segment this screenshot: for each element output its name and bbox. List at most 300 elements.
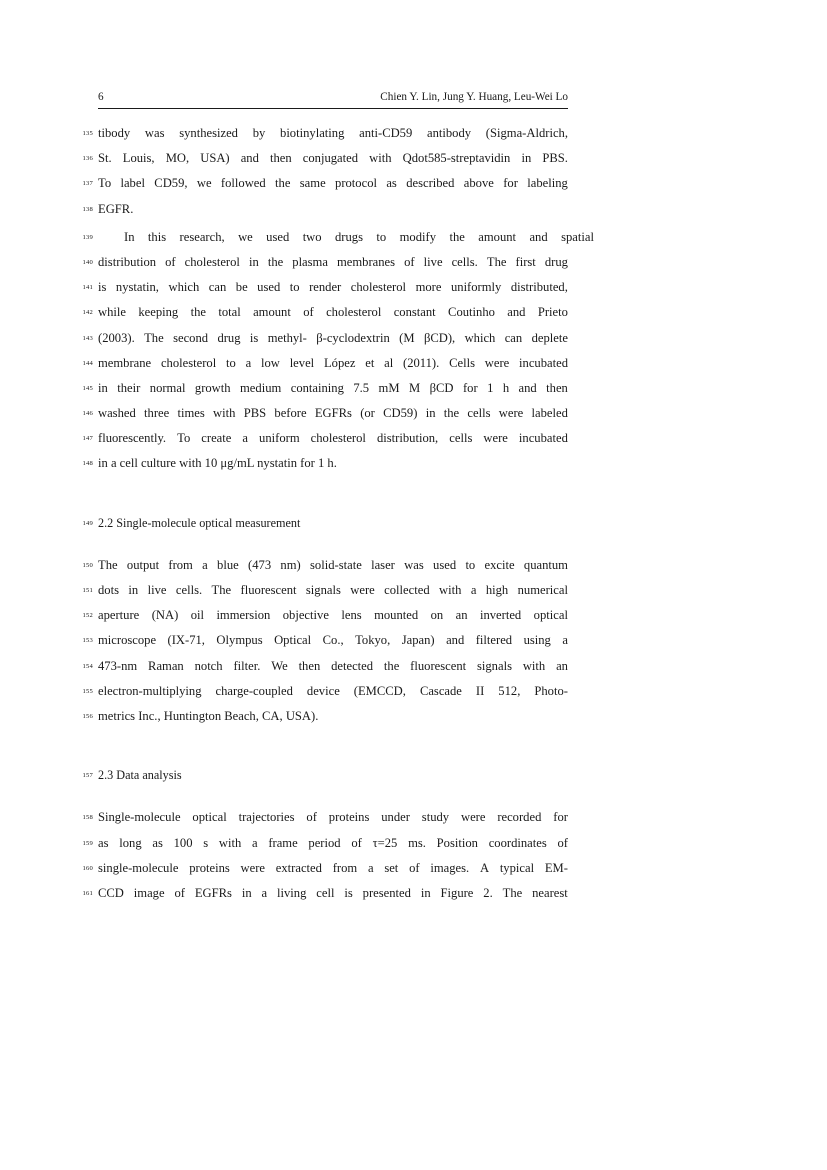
word: then <box>298 658 321 673</box>
word: amount <box>478 229 517 244</box>
word: with <box>213 406 236 421</box>
word: the <box>383 658 400 673</box>
word: Tokyo, <box>355 633 391 648</box>
word: living <box>277 885 307 900</box>
word: EGFRs <box>314 406 352 421</box>
word: biotinylating <box>280 126 345 140</box>
word: protocol <box>335 176 377 191</box>
word: of <box>174 885 185 900</box>
word: cholesterol <box>310 431 366 446</box>
word: a <box>470 583 477 597</box>
word: To <box>98 176 112 191</box>
word: detected <box>331 658 374 673</box>
word: of <box>404 254 415 269</box>
word: more <box>415 280 442 295</box>
word: amount <box>253 305 291 320</box>
line-number: 136 <box>82 155 93 163</box>
word: a <box>562 633 568 648</box>
word: an <box>455 608 468 623</box>
line-text <box>98 628 568 653</box>
word: (or <box>360 406 375 421</box>
line-text <box>98 654 568 679</box>
word: frame <box>268 835 298 850</box>
word: first <box>515 254 536 269</box>
paragraph-gap <box>0 788 827 805</box>
word: Optical <box>274 633 312 648</box>
running-head-authors: Chien Y. Lin, Jung Y. Huang, Leu-Wei Lo <box>380 91 568 103</box>
word: distribution, <box>376 431 439 446</box>
word: MO, <box>165 151 190 166</box>
word: render <box>309 280 342 295</box>
word: To <box>177 431 191 446</box>
word: dots <box>98 583 119 597</box>
line-number: 159 <box>82 839 93 847</box>
line-number: 161 <box>82 889 93 897</box>
word: laser <box>371 557 395 572</box>
line-number: 138 <box>82 205 93 213</box>
word: Qdot585-streptavidin <box>402 151 511 166</box>
line-text <box>98 881 568 906</box>
word: constant <box>393 305 436 320</box>
word: Single-molecule <box>98 810 181 825</box>
word: fluorescently. <box>98 431 167 446</box>
line-number: 153 <box>82 637 93 645</box>
word: while <box>98 305 126 320</box>
word: notch <box>194 658 223 673</box>
word: an <box>556 658 568 673</box>
line-text <box>98 121 568 146</box>
word: recorded <box>497 810 542 825</box>
word: et <box>365 355 375 370</box>
word: ms. <box>408 835 426 850</box>
word: their <box>117 380 141 395</box>
word: (NA) <box>151 608 179 623</box>
word: (2011). <box>403 355 440 370</box>
line-text: in a cell culture with 10 μg/mL nystatin for 1 h. <box>98 456 337 471</box>
word: drug <box>544 254 568 269</box>
word: study <box>421 810 450 825</box>
word: for <box>462 380 478 395</box>
word: with <box>369 151 392 166</box>
word: can <box>208 280 227 295</box>
word: distribution <box>98 254 157 269</box>
text-line <box>0 451 827 476</box>
text-column <box>0 121 827 906</box>
word: level <box>289 355 315 370</box>
word: cells <box>449 431 473 446</box>
word: cholesterol <box>350 280 407 295</box>
word: and <box>240 151 259 166</box>
word: in <box>128 583 139 597</box>
word: of <box>557 835 568 850</box>
word: CD59) <box>383 406 418 421</box>
word: the <box>443 406 460 421</box>
word: washed <box>98 406 136 421</box>
word: is <box>249 330 259 345</box>
word: In <box>124 229 135 244</box>
word: a <box>202 557 208 572</box>
word: The <box>98 557 118 572</box>
word: trajectories <box>238 810 295 825</box>
word: cells <box>467 406 491 421</box>
word: is <box>344 885 353 900</box>
text-line <box>0 146 827 171</box>
word: set <box>384 860 399 875</box>
word: methyl- <box>267 330 307 345</box>
paragraph-gap <box>0 729 827 763</box>
text-line <box>0 553 827 578</box>
word: was <box>144 126 165 140</box>
word: mM <box>378 380 400 395</box>
word: βCD), <box>423 330 456 345</box>
word: containing <box>290 380 344 395</box>
word: objective <box>282 608 329 623</box>
line-number: 140 <box>82 258 93 266</box>
word: for <box>503 176 518 191</box>
word: to <box>376 229 387 244</box>
word: Figure <box>440 885 474 900</box>
word: Co., <box>322 633 344 648</box>
word: deplete <box>531 330 568 345</box>
text-line <box>0 197 827 222</box>
word: typical <box>499 860 535 875</box>
word: plasma <box>292 254 328 269</box>
word: Japan) <box>401 633 435 648</box>
line-text <box>98 603 568 628</box>
word: three <box>144 406 170 421</box>
word: uniformly <box>450 280 502 295</box>
text-line <box>0 250 827 275</box>
word: signals <box>305 583 341 597</box>
word: optical <box>192 810 227 825</box>
line-number: 160 <box>82 864 93 872</box>
word: Coutinho <box>448 305 495 320</box>
word: 2. <box>483 885 493 900</box>
line-text <box>98 553 568 578</box>
word: López <box>323 355 356 370</box>
word: high <box>485 583 509 597</box>
word: times <box>177 406 205 421</box>
word: s <box>203 835 209 850</box>
text-line <box>0 171 827 196</box>
word: Cascade <box>419 683 462 698</box>
word: βCD <box>429 380 454 395</box>
word: above <box>463 176 494 191</box>
word: low <box>261 355 280 370</box>
word: CD59, <box>154 176 188 191</box>
word: EM- <box>544 860 568 875</box>
line-text <box>98 351 568 376</box>
word: lens <box>341 608 362 623</box>
word: were <box>240 860 266 875</box>
word: labeling <box>527 176 568 191</box>
word: create <box>201 431 232 446</box>
word: charge-coupled <box>215 683 293 698</box>
word: we <box>196 176 212 191</box>
word: with <box>522 658 546 673</box>
word: Photo- <box>534 683 568 698</box>
section-heading-line <box>0 763 827 788</box>
word: 100 <box>173 835 193 850</box>
word: drug <box>217 330 241 345</box>
word: then <box>546 380 568 395</box>
line-text <box>98 171 568 196</box>
line-number: 146 <box>82 410 93 418</box>
line-text <box>98 679 568 704</box>
line-text <box>98 146 568 171</box>
word: two <box>302 229 322 244</box>
line-number: 156 <box>82 712 93 720</box>
word: 7.5 <box>353 380 370 395</box>
line-number: 135 <box>82 130 93 137</box>
word: and <box>446 633 465 648</box>
line-number: 144 <box>82 359 93 367</box>
word: in <box>241 885 252 900</box>
line-text <box>98 275 568 300</box>
word: coordinates <box>488 835 547 850</box>
text-line <box>0 628 827 653</box>
word: in <box>248 254 259 269</box>
line-number: 145 <box>82 384 93 392</box>
page-number: 6 <box>98 91 104 103</box>
word: this <box>147 229 167 244</box>
word: in <box>98 380 108 395</box>
word: the <box>267 254 284 269</box>
word: before <box>274 406 307 421</box>
word: is <box>98 280 107 295</box>
text-line <box>0 376 827 401</box>
line-number: 154 <box>82 662 93 670</box>
word: labeled <box>531 406 568 421</box>
word: described <box>406 176 455 191</box>
word: Olympus <box>216 633 263 648</box>
text-line <box>0 351 827 376</box>
word: medium <box>240 380 282 395</box>
running-head <box>98 88 568 106</box>
word: cell <box>316 885 335 900</box>
word: the <box>449 229 465 244</box>
word: blue <box>217 557 239 572</box>
word: The <box>211 583 232 597</box>
word: incubated <box>518 431 568 446</box>
text-line <box>0 401 827 426</box>
word: We <box>271 658 288 673</box>
word: The <box>486 254 507 269</box>
word: aperture <box>98 608 140 623</box>
word: extracted <box>275 860 322 875</box>
word: filter. <box>233 658 261 673</box>
section-heading-line <box>0 511 827 536</box>
word: nystatin, <box>115 280 159 295</box>
word: incubated <box>519 355 568 370</box>
word: PBS <box>243 406 267 421</box>
word: which <box>168 280 200 295</box>
word: filtered <box>475 633 513 648</box>
word: in <box>521 151 532 166</box>
word: nearest <box>532 885 568 900</box>
word: the <box>275 176 291 191</box>
line-text <box>98 426 568 451</box>
word: image <box>133 885 165 900</box>
word: using <box>523 633 551 648</box>
paragraph-gap <box>0 536 827 553</box>
word: by <box>252 126 266 140</box>
word: and <box>507 305 526 320</box>
line-number: 142 <box>82 309 93 317</box>
word: and <box>529 229 548 244</box>
word: then <box>270 151 292 166</box>
line-number: 141 <box>82 284 93 292</box>
text-line <box>0 856 827 881</box>
word: which <box>464 330 496 345</box>
word: we <box>238 229 253 244</box>
word: quantum <box>523 557 568 572</box>
word: distributed, <box>510 280 568 295</box>
text-line <box>0 831 827 856</box>
word: solid-state <box>310 557 362 572</box>
word: (M <box>399 330 415 345</box>
word: (Sigma-Aldrich, <box>485 126 568 140</box>
word: Louis, <box>122 151 155 166</box>
word: under <box>381 810 410 825</box>
word: microscope <box>98 633 157 648</box>
word: St. <box>98 151 112 166</box>
word: presented <box>362 885 411 900</box>
line-number: 149 <box>82 519 93 527</box>
line-text <box>98 856 568 881</box>
word: Position <box>436 835 478 850</box>
word: signals <box>476 658 512 673</box>
word: proteins <box>328 810 370 825</box>
word: 473-nm <box>98 658 138 673</box>
word: cells. <box>175 583 203 597</box>
word: was <box>404 557 424 572</box>
word: a <box>261 885 268 900</box>
line-number: 155 <box>82 687 93 695</box>
word: optical <box>533 608 568 623</box>
line-number: 150 <box>82 561 93 569</box>
word: device <box>306 683 340 698</box>
word: The <box>502 885 523 900</box>
word: period <box>308 835 341 850</box>
line-text: EGFR. <box>98 201 134 216</box>
word: of <box>409 860 420 875</box>
word: same <box>299 176 326 191</box>
word: cholesterol <box>184 254 240 269</box>
word: for <box>553 810 568 825</box>
word: membranes <box>337 254 396 269</box>
line-number: 158 <box>82 814 93 822</box>
word: second <box>173 330 209 345</box>
word: a <box>245 355 252 370</box>
word: The <box>144 330 164 345</box>
line-text <box>98 300 568 325</box>
word: were <box>350 583 375 597</box>
line-number: 137 <box>82 180 93 188</box>
word: of <box>303 305 314 320</box>
word: Prieto <box>537 305 568 320</box>
word: β-cyclodextrin <box>316 330 390 345</box>
word: in <box>420 885 431 900</box>
line-text <box>98 376 568 401</box>
word: were <box>460 810 486 825</box>
word: normal <box>149 380 186 395</box>
word: (EMCCD, <box>353 683 406 698</box>
word: cholesterol <box>160 355 217 370</box>
word: excite <box>484 557 515 572</box>
word: to <box>465 557 476 572</box>
word: collected <box>384 583 430 597</box>
word: from <box>332 860 358 875</box>
word: USA) <box>200 151 230 166</box>
word: research, <box>179 229 225 244</box>
word: cholesterol <box>326 305 382 320</box>
word: Raman <box>148 658 184 673</box>
word: synthesized <box>179 126 238 140</box>
word: fluorescent <box>410 658 467 673</box>
word: to <box>289 280 300 295</box>
word: used <box>433 557 457 572</box>
word: electron-multiplying <box>98 683 202 698</box>
line-text: metrics Inc., Huntington Beach, CA, USA). <box>98 708 319 723</box>
word: live <box>423 254 443 269</box>
word: as <box>386 176 397 191</box>
section-heading-text: 2.2 Single-molecule optical measurement <box>98 515 301 530</box>
line-text <box>98 831 568 856</box>
word: anti-CD59 <box>359 126 413 140</box>
word: (2003). <box>98 330 135 345</box>
word: τ=25 <box>372 835 398 850</box>
word: tibody <box>98 126 131 140</box>
word: with <box>439 583 462 597</box>
word: followed <box>220 176 266 191</box>
word: h <box>502 380 510 395</box>
word: nm) <box>280 557 301 572</box>
text-line <box>0 121 827 146</box>
word: and <box>518 380 537 395</box>
text-line <box>0 654 827 679</box>
word: EGFRs <box>194 885 232 900</box>
text-line <box>0 300 827 325</box>
line-number: 157 <box>82 772 93 780</box>
word: CCD <box>98 885 124 900</box>
word: keeping <box>138 305 179 320</box>
word: were <box>483 431 508 446</box>
word: 1 <box>487 380 494 395</box>
line-text <box>98 805 568 830</box>
word: fluorescent <box>240 583 297 597</box>
line-number: 151 <box>82 587 93 594</box>
word: a <box>242 431 248 446</box>
line-number: 139 <box>82 233 93 241</box>
word: membrane <box>98 355 152 370</box>
text-line <box>0 275 827 300</box>
word: from <box>168 557 193 572</box>
word: al <box>384 355 394 370</box>
line-text <box>98 401 568 426</box>
section-heading-text: 2.3 Data analysis <box>98 768 182 783</box>
word: as <box>152 835 163 850</box>
word: (IX-71, <box>167 633 205 648</box>
word: immersion <box>216 608 271 623</box>
line-text <box>98 326 568 351</box>
text-line <box>0 679 827 704</box>
word: as <box>98 835 109 850</box>
word: with <box>218 835 242 850</box>
word: conjugated <box>302 151 359 166</box>
line-text <box>98 225 594 250</box>
word: uniform <box>259 431 300 446</box>
